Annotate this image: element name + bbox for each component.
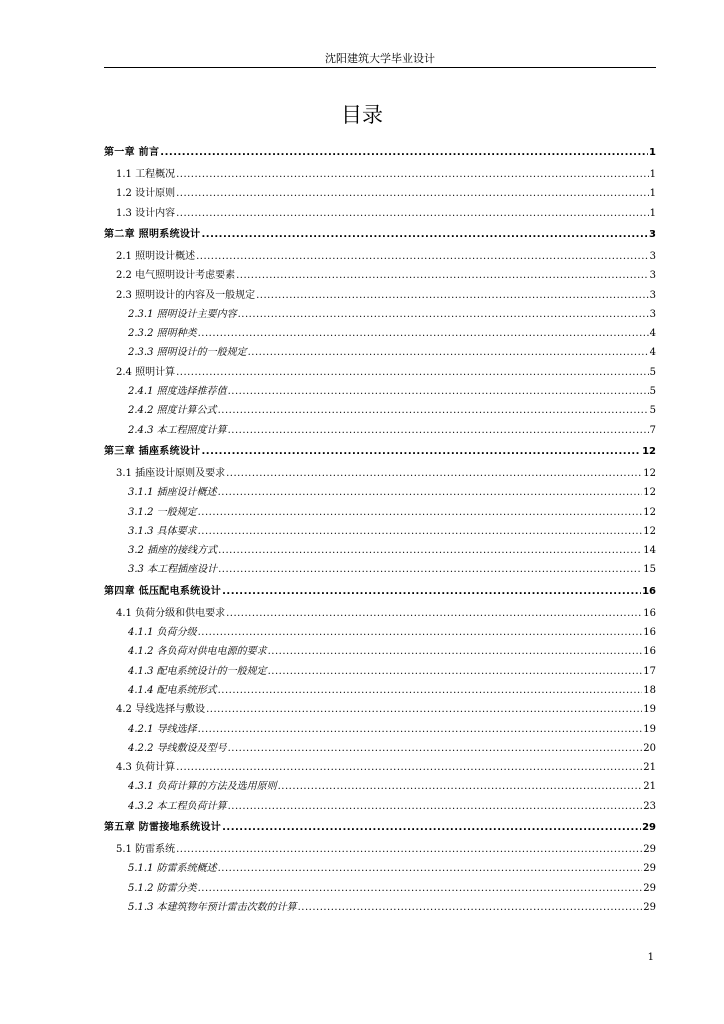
toc-entry-label: 4.1.2 各负荷对供电电源的要求	[128, 646, 267, 658]
toc-entry-page: 21	[643, 781, 656, 793]
toc-leader-dots	[176, 169, 649, 181]
toc-entry-label: 2.3.2 照明种类	[128, 328, 197, 340]
toc-entry-page: 1	[649, 188, 656, 200]
toc-subsection-entry[interactable]	[128, 741, 656, 755]
toc-entry-page: 3	[649, 228, 656, 240]
toc-entry-label: 3.1.2 一般规定	[128, 506, 197, 518]
toc-leader-dots	[278, 781, 643, 793]
toc-entry-label: 4.2.1 导线选择	[128, 723, 197, 735]
toc-subsection-entry[interactable]	[128, 881, 656, 895]
toc-subsection-entry[interactable]	[128, 485, 656, 499]
toc-section-entry[interactable]	[116, 466, 656, 480]
toc-entry-page: 12	[643, 467, 656, 479]
toc-section-entry[interactable]	[116, 606, 656, 620]
toc-subsection-entry[interactable]	[128, 345, 656, 359]
toc-entry-label: 2.4 照明计算	[116, 366, 176, 378]
toc-entry-label: 3.1.1 插座设计概述	[128, 487, 217, 499]
toc-subsection-entry[interactable]	[128, 644, 656, 658]
toc-entry-label: 2.4.1 照度选择推荐值	[128, 386, 227, 397]
toc-entry-label: 2.2 电气照明设计考虑要素	[116, 270, 236, 282]
toc-leader-dots	[198, 526, 643, 538]
toc-entry-page: 12	[643, 525, 656, 537]
page-number: 1	[647, 952, 654, 963]
toc-subsection-entry[interactable]	[128, 384, 656, 398]
toc-section-entry[interactable]	[116, 842, 656, 856]
toc-leader-dots	[222, 822, 641, 834]
toc-chapter-entry[interactable]	[104, 227, 656, 241]
toc-subsection-entry[interactable]	[128, 562, 656, 576]
toc-subsection-entry[interactable]	[128, 799, 656, 813]
toc-entry-label: 5.1 防雷系统	[116, 844, 176, 855]
toc-chapter-entry[interactable]	[104, 820, 656, 834]
toc-entry-label: 2.3 照明设计的内容及一般规定	[116, 289, 256, 301]
toc-entry-label: 4.2 导线选择与敷设	[116, 704, 206, 716]
toc-leader-dots	[198, 627, 643, 639]
toc-leader-dots	[201, 446, 641, 458]
toc-entry-label: 3.1 插座设计原则及要求	[116, 467, 226, 479]
toc-subsection-entry[interactable]	[128, 625, 656, 639]
toc-leader-dots	[268, 646, 643, 658]
toc-entry-label: 第三章 插座系统设计	[104, 445, 201, 457]
toc-entry-page: 3	[649, 308, 656, 320]
toc-entry-page: 29	[643, 844, 656, 855]
toc-entry-page: 1	[649, 169, 656, 180]
toc-leader-dots	[226, 468, 642, 480]
toc-entry-label: 3.2 插座的接线方式	[128, 545, 218, 557]
toc-entry-page: 5	[649, 386, 656, 397]
toc-chapter-entry[interactable]	[104, 584, 656, 598]
toc-entry-label: 4.1.4 配电系统形式	[128, 684, 217, 696]
toc-leader-dots	[176, 844, 642, 856]
toc-leader-dots	[218, 545, 642, 557]
toc-leader-dots	[248, 347, 649, 359]
toc-subsection-entry[interactable]	[128, 524, 656, 538]
toc-leader-dots	[218, 487, 643, 499]
toc-entry-page: 4	[649, 347, 656, 359]
toc-entry-page: 16	[642, 585, 656, 597]
toc-section-entry[interactable]	[116, 268, 656, 282]
toc-subsection-entry[interactable]	[128, 722, 656, 736]
toc-entry-label: 第一章 前言	[104, 147, 160, 158]
toc-section-entry[interactable]	[116, 249, 656, 263]
toc-section-entry[interactable]	[116, 186, 656, 200]
toc-leader-dots	[198, 328, 649, 340]
toc-entry-label: 5.1.1 防雷系统概述	[128, 863, 217, 875]
toc-leader-dots	[218, 564, 642, 576]
header-rule	[104, 67, 656, 68]
toc-leader-dots	[198, 883, 643, 895]
toc-subsection-entry[interactable]	[128, 326, 656, 340]
toc-entry-page: 12	[643, 487, 656, 499]
toc-entry-page: 14	[643, 545, 656, 557]
toc-section-entry[interactable]	[116, 206, 656, 220]
toc-entry-label: 第二章 照明系统设计	[104, 228, 201, 240]
toc-entry-page: 17	[643, 665, 656, 677]
toc-leader-dots	[218, 685, 643, 697]
toc-leader-dots	[298, 902, 643, 914]
toc-subsection-entry[interactable]	[128, 779, 656, 793]
toc-leader-dots	[176, 188, 649, 200]
toc-subsection-entry[interactable]	[128, 543, 656, 557]
toc-leader-dots	[218, 863, 643, 875]
toc-subsection-entry[interactable]	[128, 861, 656, 875]
toc-entry-page: 20	[643, 742, 656, 754]
toc-entry-page: 23	[643, 800, 656, 812]
toc-leader-dots	[236, 270, 649, 282]
toc-entry-label: 4.1 负荷分级和供电要求	[116, 607, 226, 619]
toc-entry-label: 5.1.3 本建筑物年预计雷击次数的计算	[128, 901, 297, 913]
toc-entry-page: 5	[649, 405, 656, 417]
toc-subsection-entry[interactable]	[128, 403, 656, 417]
toc-section-entry[interactable]	[116, 288, 656, 302]
toc-leader-dots	[176, 208, 649, 220]
toc-entry-label: 2.3.1 照明设计主要内容	[128, 308, 237, 320]
toc-entry-page: 29	[643, 882, 656, 894]
toc-entry-label: 第四章 低压配电系统设计	[104, 585, 222, 597]
toc-leader-dots	[176, 762, 642, 774]
toc-subsection-entry[interactable]	[128, 683, 656, 697]
toc-leader-dots	[201, 229, 648, 241]
toc-section-entry[interactable]	[116, 167, 656, 181]
toc-leader-dots	[226, 608, 642, 620]
toc-entry-page: 29	[643, 863, 656, 875]
toc-leader-dots	[218, 405, 649, 417]
toc-leader-dots	[198, 724, 643, 736]
toc-entry-label: 第五章 防雷接地系统设计	[104, 822, 222, 833]
toc-section-entry[interactable]	[116, 702, 656, 716]
toc-entry-label: 4.3.1 负荷计算的方法及选用原则	[128, 781, 277, 793]
toc-subsection-entry[interactable]	[128, 423, 656, 437]
toc-leader-dots	[206, 704, 642, 716]
toc-entry-label: 4.1.1 负荷分级	[128, 627, 197, 638]
toc-section-entry[interactable]	[116, 365, 656, 379]
toc-chapter-entry[interactable]	[104, 444, 656, 458]
toc-leader-dots	[198, 507, 643, 519]
toc-leader-dots	[238, 309, 649, 321]
toc-leader-dots	[256, 290, 649, 302]
toc-leader-dots	[268, 666, 643, 678]
toc-entry-page: 12	[643, 506, 656, 518]
toc-subsection-entry[interactable]	[128, 505, 656, 519]
toc-entry-label: 1.1 工程概况	[116, 169, 176, 180]
toc-entry-label: 3.3 本工程插座设计	[128, 564, 218, 576]
page-title: 目录	[341, 103, 383, 127]
toc-entry-page: 16	[643, 627, 656, 638]
toc-leader-dots	[228, 386, 649, 398]
toc-entry-page: 21	[643, 762, 656, 774]
toc-entry-label: 5.1.2 防雷分类	[128, 882, 197, 894]
toc-entry-label: 4.1.3 配电系统设计的一般规定	[128, 665, 267, 677]
toc-entry-page: 19	[643, 723, 656, 735]
toc-leader-dots	[222, 586, 641, 598]
toc-leader-dots	[228, 743, 643, 755]
toc-entry-label: 4.3.2 本工程负荷计算	[128, 800, 227, 812]
toc-entry-page: 3	[649, 289, 656, 301]
toc-entry-label: 2.4.2 照度计算公式	[128, 405, 217, 417]
toc-entry-page: 5	[649, 366, 656, 378]
toc-chapter-entry[interactable]	[104, 145, 656, 159]
toc-entry-label: 2.3.3 照明设计的一般规定	[128, 347, 247, 359]
toc-entry-label: 2.1 照明设计概述	[116, 250, 196, 262]
toc-entry-page: 19	[643, 704, 656, 716]
toc-entry-page: 29	[642, 822, 656, 833]
toc-entry-label: 4.3 负荷计算	[116, 762, 176, 774]
running-header: 沈阳建筑大学毕业设计	[325, 52, 435, 65]
toc-subsection-entry[interactable]	[128, 664, 656, 678]
toc-entry-page: 1	[649, 147, 656, 158]
toc-subsection-entry[interactable]	[128, 307, 656, 321]
toc-leader-dots	[228, 801, 643, 813]
toc-leader-dots	[228, 425, 649, 437]
toc-entry-page: 4	[649, 328, 656, 340]
toc-entry-page: 3	[649, 270, 656, 282]
toc-subsection-entry[interactable]	[128, 900, 656, 914]
toc-entry-page: 7	[649, 424, 656, 436]
toc-entry-page: 29	[643, 901, 656, 913]
toc-section-entry[interactable]	[116, 760, 656, 774]
toc-leader-dots	[176, 367, 649, 379]
toc-entry-page: 15	[643, 564, 656, 576]
toc-entry-page: 12	[642, 445, 656, 457]
toc-entry-page: 1	[649, 207, 656, 219]
toc-entry-label: 2.4.3 本工程照度计算	[128, 424, 227, 436]
toc-entry-page: 16	[643, 646, 656, 658]
toc-entry-page: 3	[649, 250, 656, 262]
toc-entry-page: 16	[643, 607, 656, 619]
toc-leader-dots	[196, 251, 649, 263]
toc-entry-page: 18	[643, 684, 656, 696]
toc-entry-label: 1.2 设计原则	[116, 188, 176, 200]
toc-leader-dots	[160, 147, 648, 159]
toc-entry-label: 3.1.3 具体要求	[128, 525, 197, 537]
toc-entry-label: 1.3 设计内容	[116, 207, 176, 219]
toc-entry-label: 4.2.2 导线敷设及型号	[128, 742, 227, 754]
